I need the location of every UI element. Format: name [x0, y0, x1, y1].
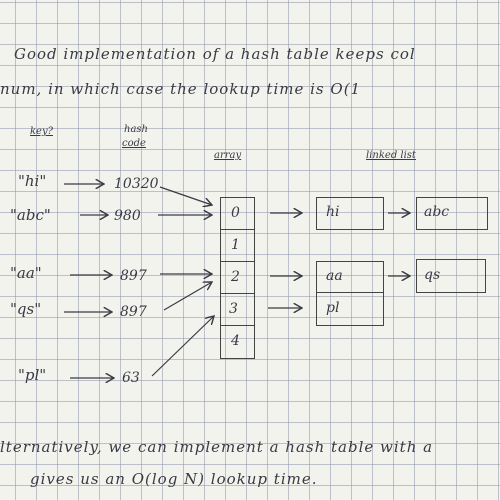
array-header: array	[214, 150, 242, 161]
key-entry: "hi"	[18, 172, 47, 190]
array-index: 4	[231, 333, 240, 349]
key-entry: "abc"	[10, 206, 51, 224]
hash-code-value: 897	[120, 268, 147, 284]
array-index: 2	[231, 269, 240, 285]
arrow	[160, 187, 212, 205]
text-line-2: num, in which case the lookup time is O(1	[0, 80, 362, 98]
text-line-1: Good implementation of a hash table keeps col	[14, 45, 416, 63]
key-header: key?	[30, 126, 53, 137]
text-line-3: lternatively, we can implement a hash table with a	[0, 438, 434, 456]
arrow	[164, 282, 212, 310]
linked-node-label: hi	[326, 204, 340, 220]
key-entry: "aa"	[10, 264, 42, 282]
linked-node-label: abc	[424, 204, 450, 220]
key-entry: "qs"	[10, 300, 42, 318]
linked-list-header: linked list	[366, 150, 416, 161]
key-entry: "pl"	[18, 366, 47, 384]
array-index: 1	[231, 237, 240, 253]
hash-code-value: 10320	[114, 176, 159, 192]
array-index: 3	[229, 301, 238, 317]
hash-code-value: 63	[122, 370, 140, 386]
hash-code-value: 980	[114, 208, 141, 224]
hash-code-header-line2: code	[122, 138, 146, 149]
arrow	[152, 316, 214, 376]
linked-node-label: qs	[424, 267, 441, 283]
text-line-4: gives us an O(log N) lookup time.	[30, 470, 318, 488]
hash-code-header-line1: hash	[124, 124, 148, 135]
array-index: 0	[231, 205, 240, 221]
linked-node-label: pl	[326, 300, 340, 316]
hash-code-value: 897	[120, 304, 147, 320]
linked-node-label: aa	[326, 268, 343, 284]
